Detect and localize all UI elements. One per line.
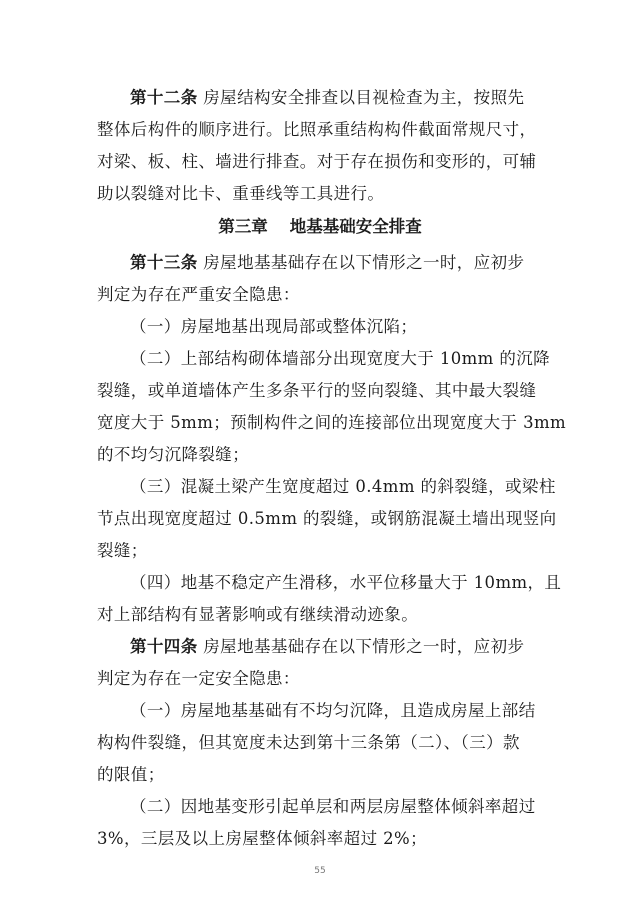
article-13-item-4-line-2: 对上部结构有显著影响或有继续滑动迹象。 <box>97 605 419 624</box>
article-14-label: 第十四条 <box>130 637 198 656</box>
page-number: 55 <box>314 866 326 876</box>
article-14-text-1: 房屋地基基础存在以下情形之一时，应初步 <box>203 637 525 656</box>
article-12-text-1: 房屋结构安全排查以目视检查为主，按照先 <box>203 88 525 107</box>
article-13-item-2-line-1: （二）上部结构砌体墙部分出现宽度大于 10mm 的沉降 <box>130 349 551 368</box>
article-13-item-4-line-1: （四）地基不稳定产生滑移，水平位移量大于 10mm，且 <box>130 573 562 592</box>
article-13-item-3-line-1: （三）混凝土梁产生宽度超过 0.4mm 的斜裂缝，或梁柱 <box>130 477 556 496</box>
article-14-first-line <box>130 636 580 658</box>
article-14-item-2-line-2: 3%，三层及以上房屋整体倾斜率超过 2%； <box>97 829 427 848</box>
article-12-text-3: 对梁、板、柱、墙进行排查。对于存在损伤和变形的，可辅 <box>97 152 537 171</box>
article-13-item-3-line-3: 裂缝； <box>97 541 148 560</box>
article-14-item-1-line-1: （一）房屋地基基础有不均匀沉降，且造成房屋上部结 <box>130 701 536 720</box>
article-14-item-1-line-3: 的限值； <box>97 765 165 784</box>
article-13-item-2-line-4: 的不均匀沉降裂缝； <box>97 445 250 464</box>
chapter-heading <box>0 216 640 238</box>
article-13-item-2-line-2: 裂缝，或单道墙体产生多条平行的竖向裂缝、其中最大裂缝 <box>97 381 537 400</box>
chapter-number: 第三章 <box>218 217 268 236</box>
article-13-item-1: （一）房屋地基出现局部或整体沉陷； <box>130 317 418 336</box>
article-13-first-line <box>130 252 580 274</box>
article-13-item-2-line-3: 宽度大于 5mm；预制构件之间的连接部位出现宽度大于 3mm <box>97 413 567 432</box>
article-12-text-2: 整体后构件的顺序进行。比照承重结构构件截面常规尺寸， <box>97 120 537 139</box>
article-14-item-2-line-1: （二）因地基变形引起单层和两层房屋整体倾斜率超过 <box>130 797 536 816</box>
article-13-text-2: 判定为存在严重安全隐患： <box>97 285 300 304</box>
article-12-text-4: 助以裂缝对比卡、重垂线等工具进行。 <box>97 184 385 203</box>
article-14-text-2: 判定为存在一定安全隐患： <box>97 669 300 688</box>
chapter-title: 地基基础安全排查 <box>289 217 422 236</box>
article-13-text-1: 房屋地基基础存在以下情形之一时，应初步 <box>203 253 525 272</box>
article-12-label: 第十二条 <box>130 88 198 107</box>
article-13-item-3-line-2: 节点出现宽度超过 0.5mm 的裂缝，或钢筋混凝土墙出现竖向 <box>97 509 557 528</box>
article-13-label: 第十三条 <box>130 253 198 272</box>
article-14-item-1-line-2: 构构件裂缝，但其宽度未达到第十三条第（二）、（三）款 <box>97 733 520 752</box>
article-12-first-line <box>130 87 580 109</box>
